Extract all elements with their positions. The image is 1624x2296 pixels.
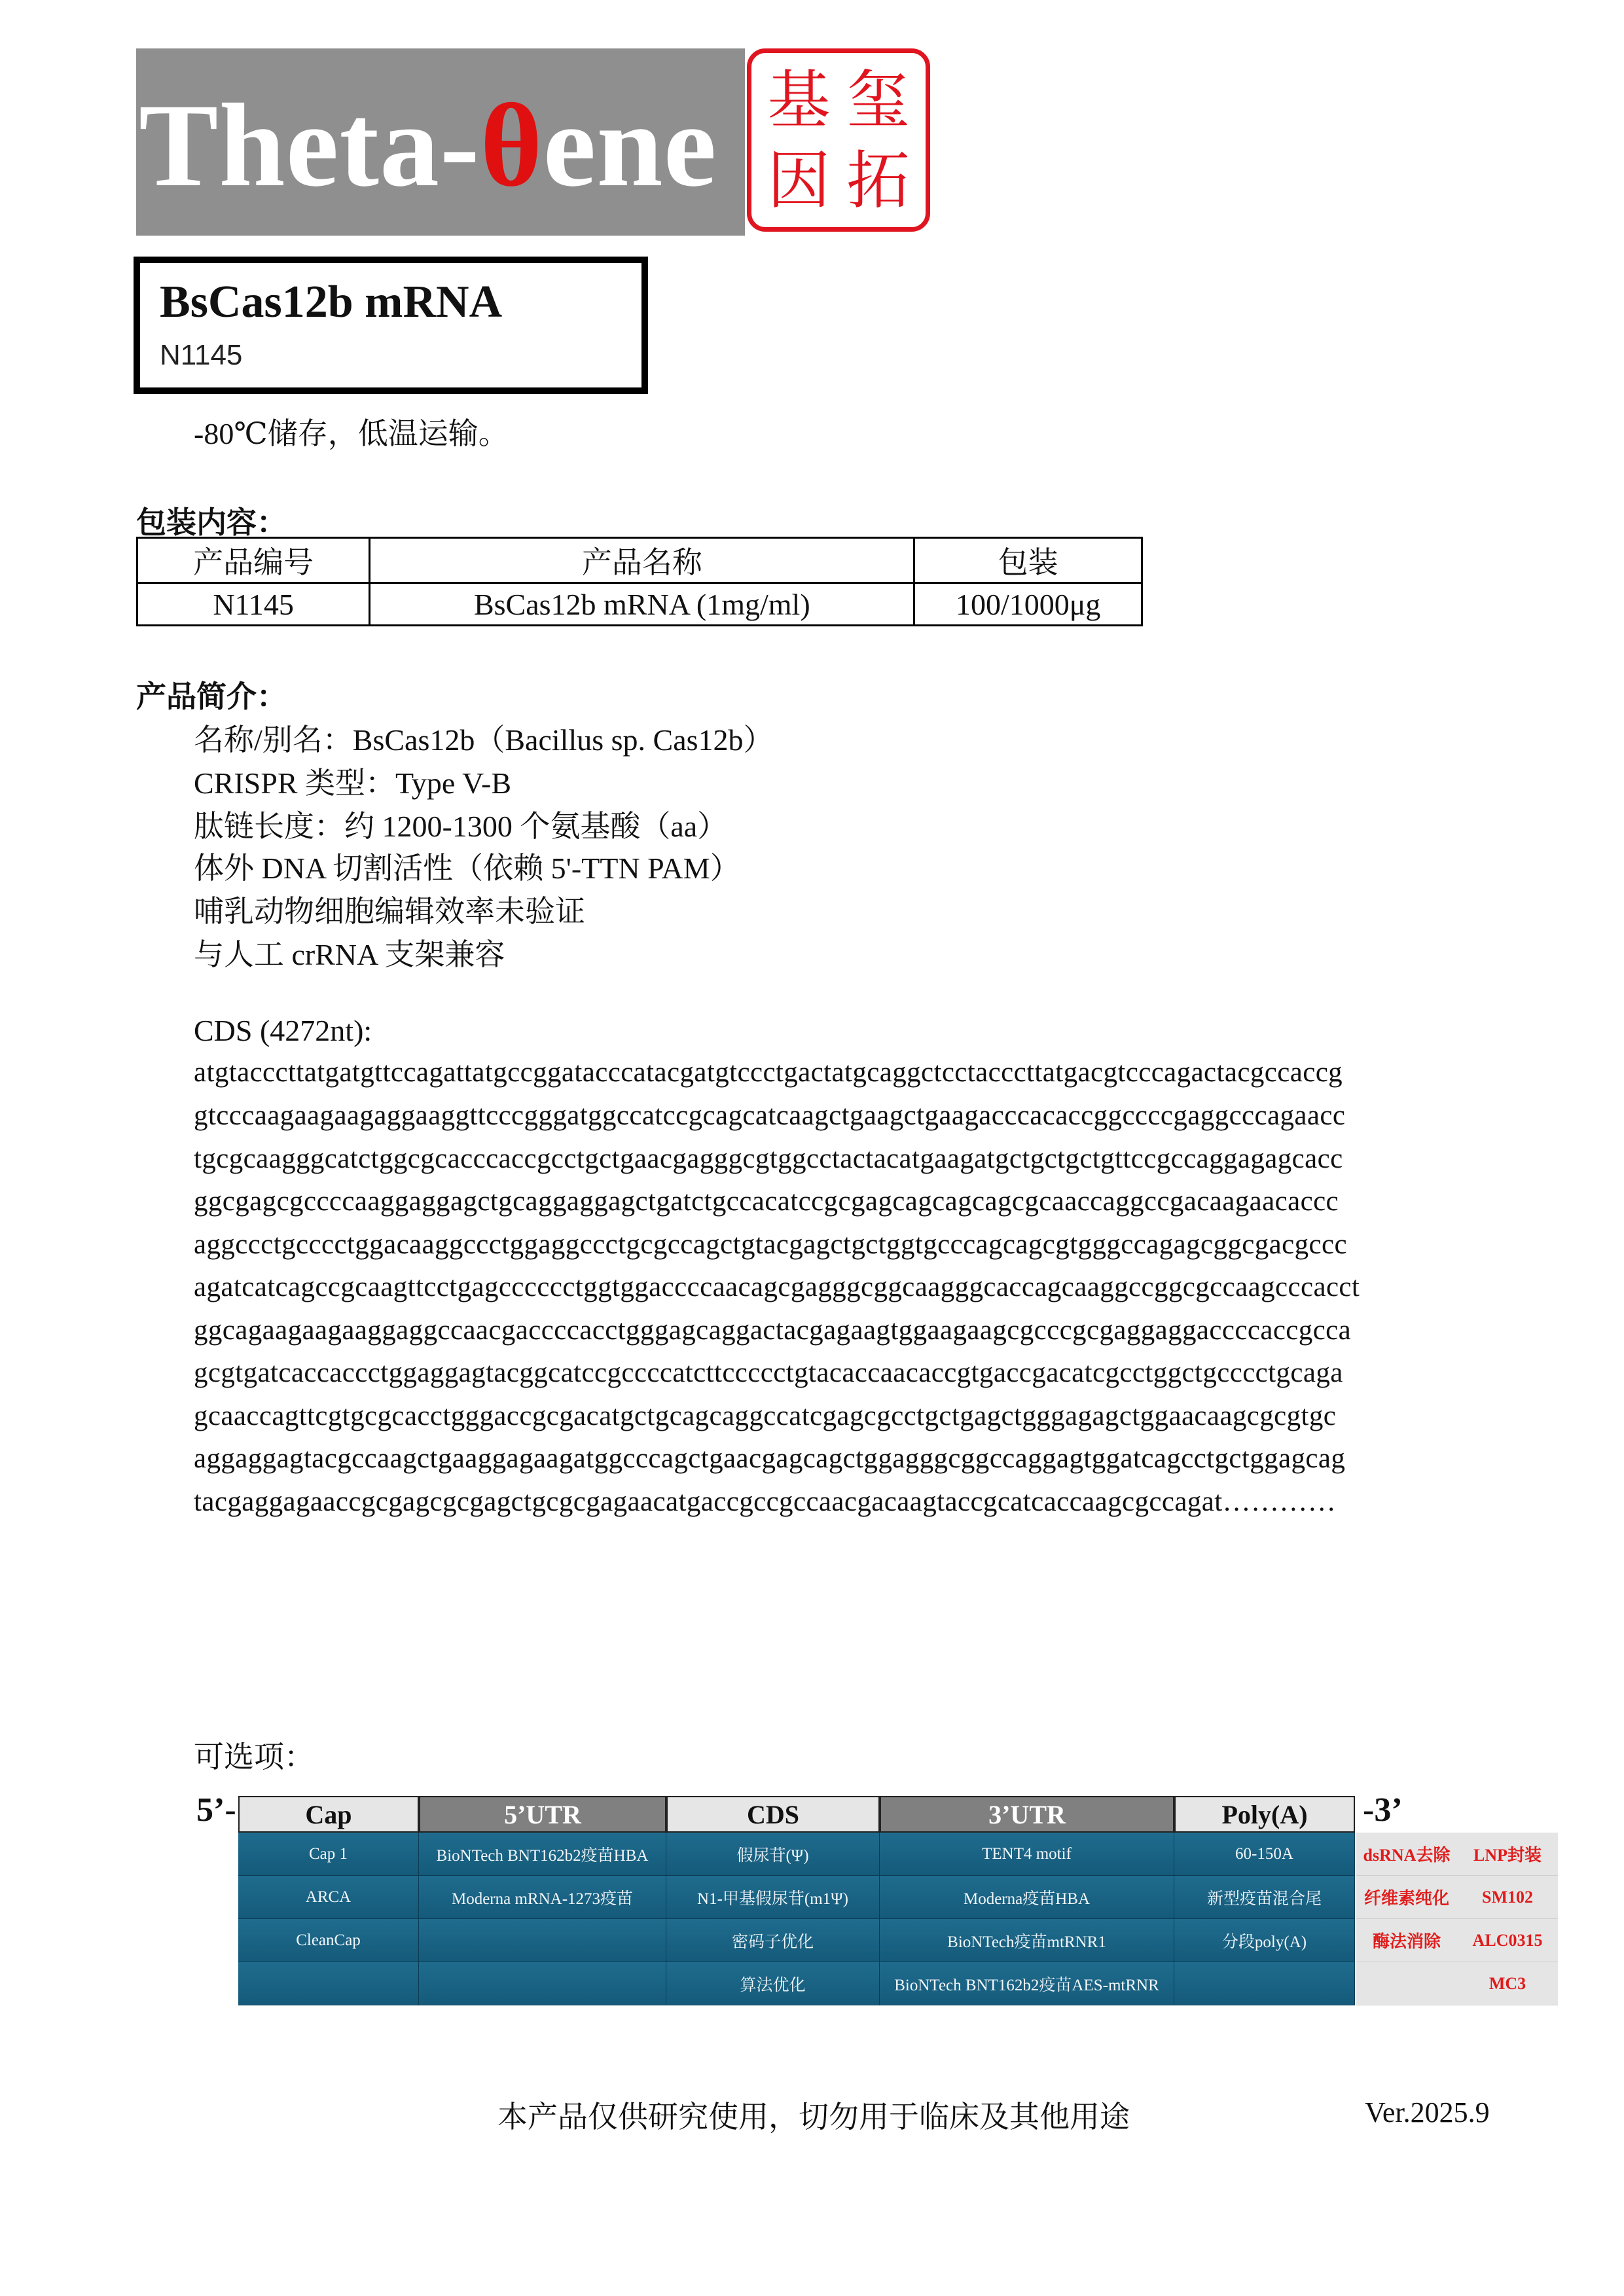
intro-line: 与人工 crRNA 支架兼容 <box>194 938 505 971</box>
extra-option-cell: MC3 <box>1457 1962 1558 2005</box>
brand-logo-text <box>139 80 717 211</box>
product-title: BsCas12b mRNA <box>160 277 503 327</box>
brand-seal <box>747 48 930 232</box>
option-header-cap: Cap <box>238 1796 419 1833</box>
footer-disclaimer: 本产品仅供研究使用，切勿用于临床及其他用途 <box>497 2100 1130 2134</box>
table-header-cell: 包装 <box>914 538 1142 583</box>
option-cell: BioNTech BNT162b2疫苗AES-mtRNR <box>880 1962 1174 2005</box>
extra-option-cell: SM102 <box>1457 1876 1558 1919</box>
table-header-cell: 产品名称 <box>370 538 914 583</box>
option-cell: 假尿苷(Ψ) <box>666 1833 880 1876</box>
package-heading: 包装内容： <box>136 506 287 539</box>
option-cell: CleanCap <box>238 1919 419 1962</box>
sequence-line: aggccctgcccctggacaaggccctggaggccctgcgccagctgtacgagctgctggtgcccagcagcgtgggccagagcggcgacgccc <box>194 1229 1347 1260</box>
footer-version: Ver.2025.9 <box>1365 2096 1490 2128</box>
option-cell <box>419 1919 666 1962</box>
seal-char: 拓 <box>846 143 910 217</box>
option-cell: 新型疫苗混合尾 <box>1174 1876 1355 1919</box>
intro-line: 哺乳动物细胞编辑效率未验证 <box>194 895 585 928</box>
three-prime-label: -3’ <box>1363 1791 1403 1829</box>
option-cell: Moderna疫苗HBA <box>880 1876 1174 1919</box>
intro-line: CRISPR 类型：Type V-B <box>194 766 511 800</box>
extra-option-cell <box>1356 1962 1457 2005</box>
options-diagram <box>238 1796 1355 2005</box>
seal-char: 玺 <box>846 63 910 137</box>
product-code: N1145 <box>160 339 243 371</box>
sequence-line: ggcgagcgccccaaggaggagctgcaggaggagctgatctgccacatccgcgagcagcagcagcgcaaccaggccgacaagaacaccc <box>194 1186 1339 1217</box>
extra-option-cell: ALC0315 <box>1457 1919 1558 1962</box>
intro-line: 体外 DNA 切割活性（依赖 5'-TTN PAM） <box>194 852 740 885</box>
table-row <box>137 583 1142 626</box>
option-cell: 算法优化 <box>666 1962 880 2005</box>
table-cell: N1145 <box>137 583 370 626</box>
sequence-line: gcaaccagttcgtgcgcacctgggaccgcgacatgctgcagcaggccatcgagcgcctgctgagctgggagagctggaacaagcgcgtgc <box>194 1401 1337 1431</box>
sequence-line: gcgtgatcaccaccctggaggagtacggcatccgccccatcttccccctgtacaccaacaccgtgaccgacatcgcctggctgcccctgcaga <box>194 1357 1343 1388</box>
seal-char: 基 <box>767 63 831 137</box>
intro-heading: 产品简介： <box>136 680 287 713</box>
sequence-line: atgtacccttatgatgttccagattatgccggatacccatacgatgtccctgactatgcaggctcctacccttatgacgtcccagactacgccaccg <box>194 1057 1343 1088</box>
option-cell <box>238 1962 419 2005</box>
five-prime-label: 5’- <box>196 1791 236 1829</box>
logo-prefix: Theta- <box>139 80 480 211</box>
options-label: 可选项： <box>194 1740 314 1774</box>
package-table <box>136 537 1143 626</box>
option-cell: 60-150A <box>1174 1833 1355 1876</box>
intro-line: 肽链长度：约 1200-1300 个氨基酸（aa） <box>194 810 728 843</box>
table-header-cell: 产品编号 <box>137 538 370 583</box>
logo-suffix: ene <box>543 80 717 211</box>
logo-theta: θ <box>480 80 543 211</box>
option-cell: 密码子优化 <box>666 1919 880 1962</box>
option-header-3utr: 3’UTR <box>880 1796 1174 1833</box>
option-cell: Cap 1 <box>238 1833 419 1876</box>
extra-option-cell: LNP封装 <box>1457 1833 1558 1876</box>
cds-label: CDS (4272nt): <box>194 1014 372 1047</box>
option-cell: ARCA <box>238 1876 419 1919</box>
option-cell: BioNTech疫苗mtRNR1 <box>880 1919 1174 1962</box>
sequence-line: tgcgcaagggcatctggcgcacccaccgcctgctgaacgagggcgtggcctactacatgaagatgctgctgctgttccgccaggagagcacc <box>194 1143 1343 1174</box>
extra-options <box>1356 1833 1558 2005</box>
option-cell: TENT4 motif <box>880 1833 1174 1876</box>
sequence-line: agatcatcagccgcaagttcctgagcccccctggtggaccccaacagcgagggcggcaagggcaccagcaaggccggcgccaagcccacct <box>194 1272 1360 1302</box>
option-cell <box>419 1962 666 2005</box>
intro-line: 名称/别名：BsCas12b（Bacillus sp. Cas12b） <box>194 723 774 757</box>
option-cell: N1-甲基假尿苷(m1Ψ) <box>666 1876 880 1919</box>
seal-char: 因 <box>767 143 831 217</box>
sequence-line: gtcccaagaagaagaggaaggttcccgggatggccatccgcagcatcaagctgaagctgaagacccacaccggccccgaggcccagaacc <box>194 1100 1346 1131</box>
option-header-polya: Poly(A) <box>1174 1796 1355 1833</box>
extra-option-cell: dsRNA去除 <box>1356 1833 1457 1876</box>
option-cell: BioNTech BNT162b2疫苗HBA <box>419 1833 666 1876</box>
extra-option-cell: 纤维素纯化 <box>1356 1876 1457 1919</box>
storage-note: -80℃储存，低温运输。 <box>194 417 509 450</box>
extra-option-cell: 酶法消除 <box>1356 1919 1457 1962</box>
option-header-cds: CDS <box>666 1796 880 1833</box>
table-cell: 100/1000μg <box>914 583 1142 626</box>
sequence-line: tacgaggagaaccgcgagcgcgagctgcgcgagaacatgaccgccgccaacgacaagtaccgcatcaccaagcgccagat………… <box>194 1486 1337 1517</box>
sequence-line: aggaggagtacgccaagctgaaggagaagatggcccagctgaacgagcagctggagggcggccaggagtggatcagcctgctggagcag <box>194 1443 1346 1474</box>
option-cell <box>1174 1962 1355 2005</box>
table-cell: BsCas12b mRNA (1mg/ml) <box>370 583 914 626</box>
table-header-row <box>137 538 1142 583</box>
option-header-5utr: 5’UTR <box>419 1796 666 1833</box>
option-cell: 分段poly(A) <box>1174 1919 1355 1962</box>
option-cell: Moderna mRNA-1273疫苗 <box>419 1876 666 1919</box>
sequence-line: ggcagaagaagaaggaggccaacgaccccacctgggagcaggactacgagaagtggaagaagcgcccgcgaggaggaccccaccgcca <box>194 1315 1352 1346</box>
